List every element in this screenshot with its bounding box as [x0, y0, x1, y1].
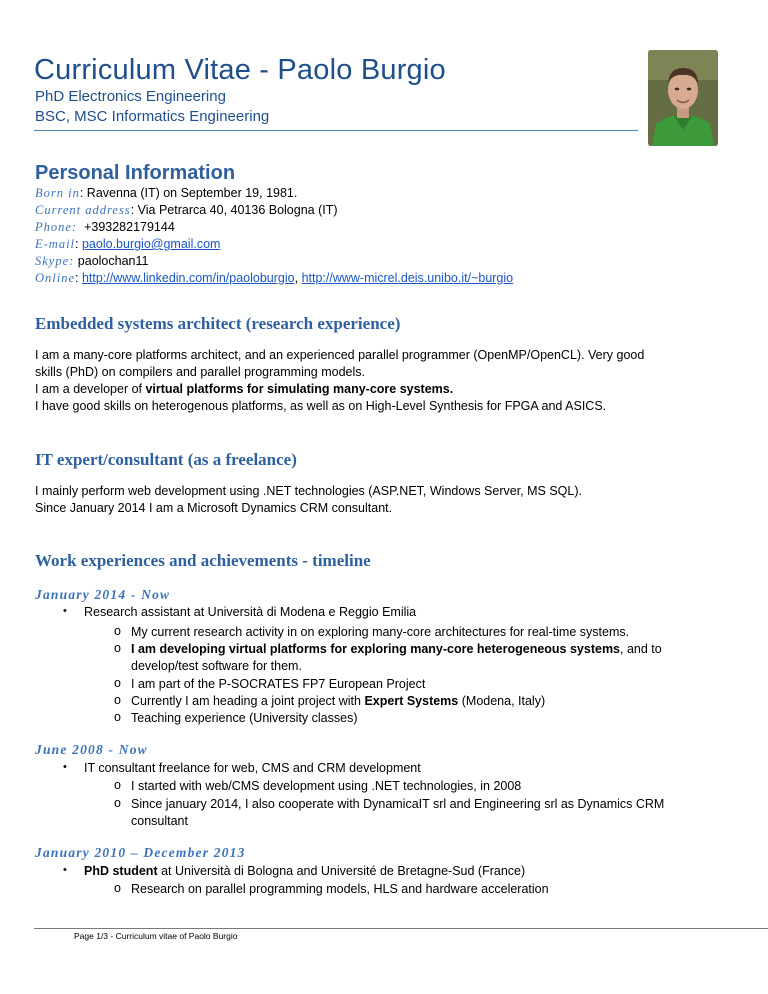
born-row	[35, 185, 297, 202]
born-label: Born in	[35, 186, 80, 200]
address-label: Current address	[35, 203, 131, 217]
period-1-label: January 2014 - Now	[35, 587, 171, 602]
phone-label: Phone:	[35, 220, 78, 234]
period-1-item-5: Teaching experience (University classes)	[131, 711, 358, 725]
sub-bullet-symbol: o	[114, 796, 121, 810]
email-label: E-mail	[35, 237, 76, 251]
it-line-2: Since January 2014 I am a Microsoft Dynamics CRM consultant.	[35, 501, 393, 515]
phone-row	[35, 219, 175, 236]
period-2-role: IT consultant freelance for web, CMS and CRM development	[84, 761, 421, 775]
period-2-item-2: Since january 2014, I also cooperate with DynamicaIT srl and Engineering srl as Dynamics CRM	[131, 797, 665, 811]
skype-row	[35, 253, 148, 270]
sub-bullet-symbol: o	[114, 624, 121, 638]
phone-value: +393282179144	[84, 220, 175, 234]
subtitle-degree-phd: PhD Electronics Engineering	[35, 88, 226, 105]
email-row: E-mail: paolo.burgio@gmail.com	[35, 237, 221, 251]
period-1-item-2-continued: develop/test software for them.	[131, 659, 302, 673]
bullet-symbol: •	[63, 761, 67, 773]
period-1-item-4-post: (Modena, Italy)	[458, 694, 546, 708]
it-heading: IT expert/consultant (as a freelance)	[35, 450, 297, 469]
work-heading: Work experiences and achievements - timeline	[35, 551, 371, 570]
sub-bullet-symbol: o	[114, 778, 121, 792]
period-1-item-4-text: Currently I am heading a joint project with	[131, 694, 365, 708]
skype-label: Skype:	[35, 254, 75, 268]
sub-bullet-symbol: o	[114, 676, 121, 690]
period-1-item-2-bold: I am developing virtual platforms for exploring many-core heterogeneous systems	[131, 642, 621, 656]
period-3-label: January 2010 – December 2013	[35, 845, 246, 860]
embedded-line-2: skills (PhD) on compilers and parallel programming models.	[35, 365, 365, 379]
sub-bullet-symbol: o	[114, 693, 121, 707]
sub-bullet-symbol: o	[114, 881, 121, 895]
bullet-symbol: •	[63, 605, 67, 617]
embedded-line-1: I am a many-core platforms architect, and an experienced parallel programmer (OpenMP/OpenCL). Very good	[35, 348, 645, 362]
personal-info-heading: Personal Information	[35, 162, 236, 184]
period-2-label: June 2008 - Now	[35, 742, 148, 757]
embedded-heading: Embedded systems architect (research experience)	[35, 314, 401, 333]
address-value: : Via Petrarca 40, 40136 Bologna (IT)	[130, 203, 338, 217]
period-1-item-3: I am part of the P-SOCRATES FP7 European Project	[131, 677, 426, 691]
bullet-symbol: •	[63, 864, 67, 876]
online-row: Online: http://www.linkedin.com/in/paoloburgio, http://www-micrel.deis.unibo.it/~burgio	[35, 271, 514, 285]
email-link[interactable]: paolo.burgio@gmail.com	[81, 237, 221, 251]
address-row	[35, 202, 338, 219]
period-1-item-2-rest: , and to	[620, 642, 662, 656]
born-value: : Ravenna (IT) on September 19, 1981.	[79, 186, 298, 200]
sub-bullet-symbol: o	[114, 710, 121, 724]
embedded-line-3-text: I am a developer of	[35, 382, 146, 396]
university-page-link[interactable]: http://www-micrel.deis.unibo.it/~burgio	[301, 271, 514, 285]
period-2-item-1: I started with web/CMS development using .NET technologies, in 2008	[131, 779, 522, 793]
period-2-item-2-continued: consultant	[131, 814, 188, 828]
period-3-role-rest: at Università di Bologna and Université de Bretagne-Sud (France)	[157, 864, 526, 878]
period-1-item-2	[131, 641, 731, 658]
portrait-image	[648, 50, 718, 146]
period-1-item-4	[131, 693, 545, 710]
embedded-line-3-bold: virtual platforms for simulating many-core systems.	[145, 382, 454, 396]
page-footer: Page 1/3 - Curriculum vitae of Paolo Burgio	[74, 931, 238, 941]
embedded-line-4: I have good skills on heterogenous platforms, as well as on High-Level Synthesis for FPGA and ASICS.	[35, 399, 607, 413]
online-label: Online	[35, 271, 76, 285]
skype-value: paolochan11	[77, 254, 149, 268]
sub-bullet-symbol: o	[114, 641, 121, 655]
it-line-1: I mainly perform web development using .NET technologies (ASP.NET, Windows Server, MS SQL).	[35, 484, 582, 498]
period-3-item-1: Research on parallel programming models, HLS and hardware acceleration	[131, 882, 549, 896]
embedded-line-3	[35, 381, 735, 398]
subtitle-degree-bsc-msc: BSC, MSC Informatics Engineering	[35, 108, 270, 125]
period-1-item-4-bold: Expert Systems	[364, 694, 459, 708]
linkedin-link[interactable]: http://www.linkedin.com/in/paoloburgio	[81, 271, 295, 285]
footer-divider	[34, 928, 768, 929]
period-3-role	[84, 863, 525, 880]
period-1-role: Research assistant at Università di Modena e Reggio Emilia	[84, 605, 417, 619]
period-1-item-1: My current research activity in on exploring many-core architectures for real-time systems.	[131, 625, 630, 639]
profile-photo	[648, 50, 718, 146]
page-title: Curriculum Vitae - Paolo Burgio	[34, 54, 446, 86]
title-underline	[34, 130, 638, 131]
period-3-role-bold: PhD student	[84, 864, 158, 878]
